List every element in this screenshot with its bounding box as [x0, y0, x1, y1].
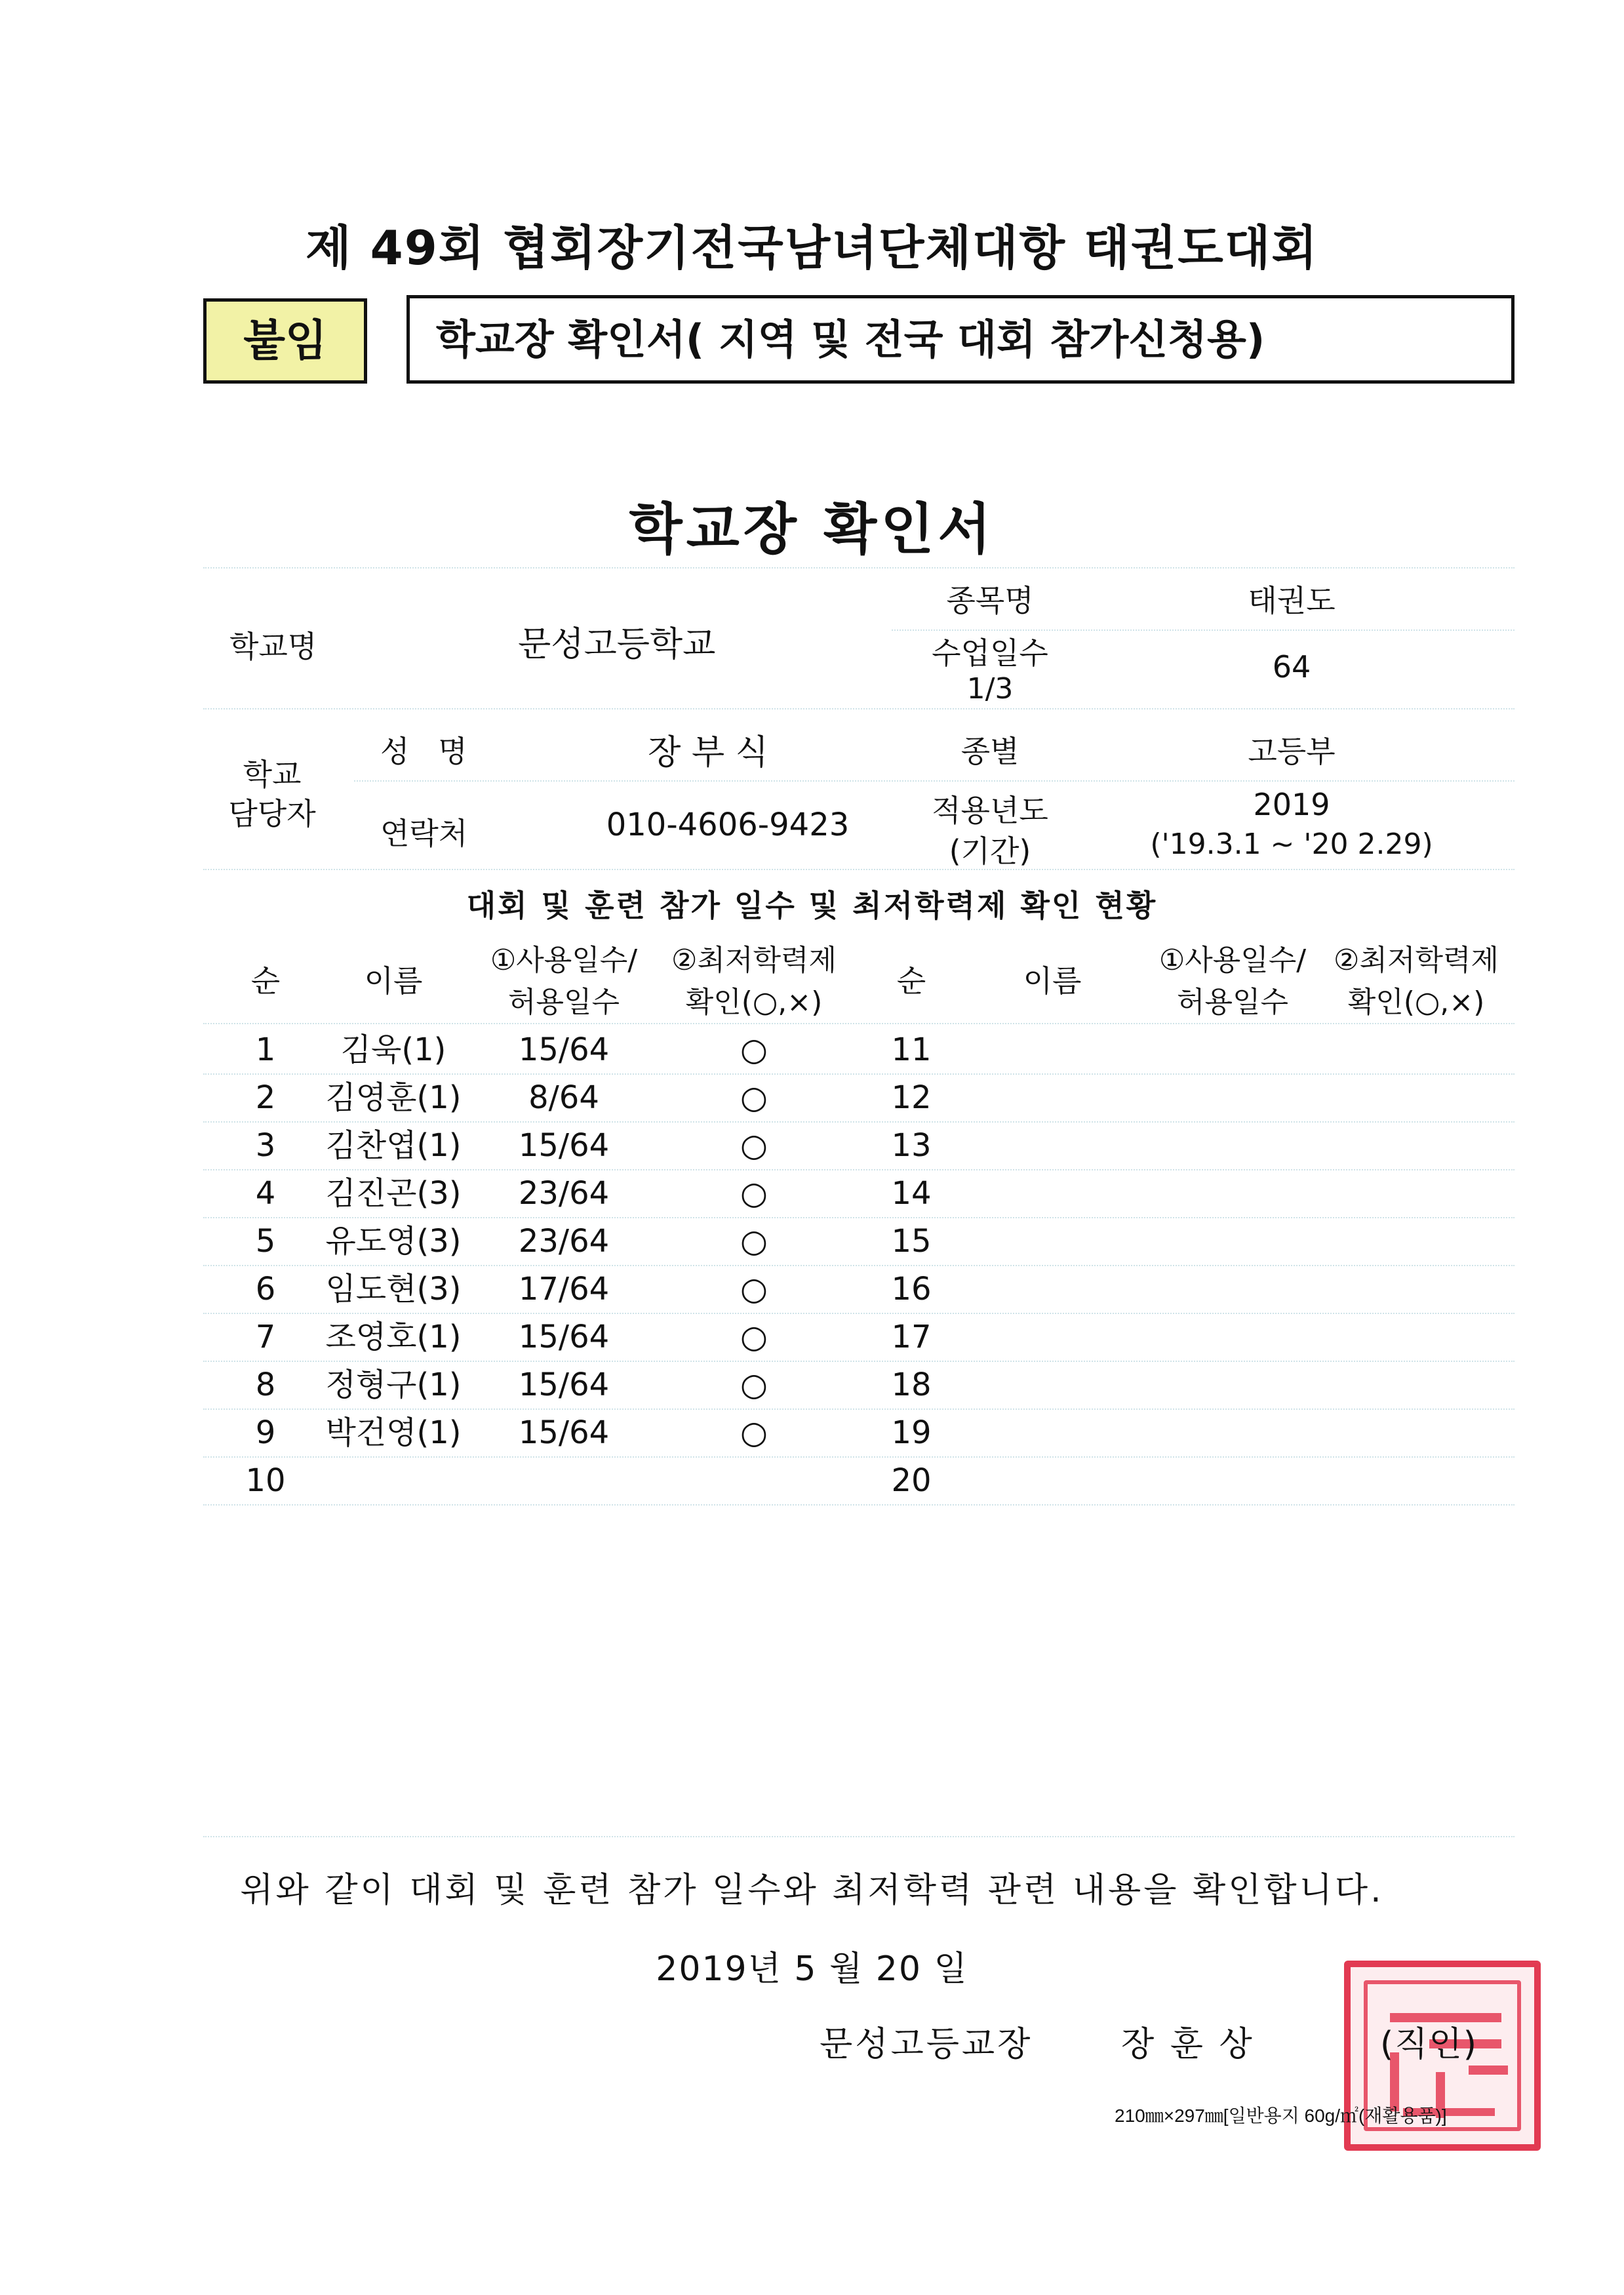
row-no: 2 — [255, 1079, 276, 1116]
row-no: 15 — [891, 1223, 932, 1260]
principal-name: 장 훈 상 — [1121, 2025, 1255, 2064]
school-label: 학교명 — [229, 629, 317, 664]
period-value: ('19.3.1 ~ '20 2.29) — [1150, 828, 1433, 861]
row-check: ○ — [740, 1175, 768, 1212]
class-days-label: 수업일수 — [932, 635, 1048, 671]
year-sub-label: (기간) — [949, 833, 1031, 869]
row-no: 6 — [255, 1271, 276, 1307]
divider — [203, 1456, 1515, 1458]
table-row — [216, 1361, 1528, 1408]
row-no: 14 — [891, 1175, 932, 1212]
row-no: 10 — [245, 1462, 286, 1499]
document-heading: 학교장 확인서 — [629, 497, 995, 561]
name-label: 성 명 — [380, 734, 467, 769]
col-days-header: 허용일수 — [507, 986, 620, 1019]
col-days-header: ①사용일수/ — [490, 944, 638, 977]
event-label: 종목명 — [946, 583, 1034, 618]
row-check: ○ — [740, 1223, 768, 1260]
table-row — [216, 1218, 1528, 1265]
manager-label: 학교 — [243, 757, 302, 792]
table-row — [216, 1170, 1528, 1217]
attachment-badge: 붙임 — [203, 298, 367, 384]
divider — [203, 869, 1515, 870]
manager-label: 담당자 — [228, 796, 316, 831]
row-name: 유도영(3) — [325, 1223, 462, 1260]
table-row — [216, 1074, 1528, 1121]
row-no: 9 — [255, 1414, 276, 1451]
row-check: ○ — [740, 1367, 768, 1403]
row-name: 김찬엽(1) — [325, 1127, 462, 1164]
row-days: 23/64 — [518, 1223, 610, 1260]
class-days-value: 64 — [1272, 649, 1311, 685]
row-days: 17/64 — [518, 1271, 610, 1307]
divider — [203, 708, 1515, 709]
row-no: 13 — [891, 1127, 932, 1164]
row-days: 23/64 — [518, 1175, 610, 1212]
row-name: 김욱(1) — [340, 1031, 446, 1068]
row-name: 김진곤(3) — [325, 1175, 462, 1212]
col-no-header: 순 — [250, 963, 281, 999]
col-days-header: 허용일수 — [1176, 986, 1288, 1019]
row-name: 김영훈(1) — [325, 1079, 462, 1116]
row-name: 임도현(3) — [325, 1271, 462, 1307]
section-title: 대회 및 훈련 참가 일수 및 최저학력제 확인 현황 — [466, 888, 1158, 923]
row-days: 15/64 — [518, 1031, 610, 1068]
table-row — [216, 1457, 1528, 1504]
divider — [354, 780, 1515, 782]
row-check: ○ — [740, 1031, 768, 1068]
row-no: 4 — [255, 1175, 276, 1212]
division-value: 고등부 — [1248, 734, 1336, 769]
row-no: 8 — [255, 1367, 276, 1403]
col-check-header: ②최저학력제 — [1334, 944, 1499, 977]
col-name-header: 이름 — [1023, 963, 1082, 999]
manager-name: 장 부 식 — [648, 733, 768, 772]
row-no: 17 — [891, 1319, 932, 1355]
table-row — [216, 1122, 1528, 1169]
col-no-header: 순 — [896, 963, 926, 999]
row-no: 16 — [891, 1271, 932, 1307]
col-check-header: 확인(○,×) — [685, 986, 823, 1019]
row-days: 15/64 — [518, 1367, 610, 1403]
row-no: 18 — [891, 1367, 932, 1403]
row-no: 1 — [255, 1031, 276, 1068]
seal-mark: (직인) — [1380, 2025, 1478, 2064]
row-check: ○ — [740, 1271, 768, 1307]
issue-date: 2019년 5 월 20 일 — [656, 1949, 968, 1989]
paper-spec-note: 210㎜×297㎜[일반용지 60g/㎡(재활용품)] — [1115, 2105, 1447, 2126]
row-name: 정형구(1) — [325, 1367, 462, 1403]
col-check-header: 확인(○,×) — [1347, 986, 1485, 1019]
table-row — [216, 1409, 1528, 1456]
row-no: 19 — [891, 1414, 932, 1451]
divider — [203, 1408, 1515, 1410]
row-no: 5 — [255, 1223, 276, 1260]
confirmation-statement: 위와 같이 대회 및 훈련 참가 일수와 최저학력 관련 내용을 확인합니다. — [240, 1871, 1384, 1910]
participation-table — [216, 1026, 1528, 1511]
row-check: ○ — [740, 1079, 768, 1116]
contact-label: 연락처 — [380, 816, 468, 851]
col-days-header: ①사용일수/ — [1159, 944, 1307, 977]
row-days: 8/64 — [528, 1079, 599, 1116]
divider — [203, 567, 1515, 569]
row-check: ○ — [740, 1127, 768, 1164]
divider — [203, 1361, 1515, 1362]
divider — [203, 1169, 1515, 1170]
divider — [203, 1313, 1515, 1314]
row-name: 박건영(1) — [325, 1414, 462, 1451]
row-days: 15/64 — [518, 1414, 610, 1451]
event-title: 제 49회 협회장기전국남녀단체대항 태권도대회 — [306, 220, 1318, 275]
school-name: 문성고등학교 — [518, 625, 716, 664]
contact-value: 010-4606-9423 — [606, 807, 850, 843]
col-check-header: ②최저학력제 — [671, 944, 837, 977]
year-label: 적용년도 — [932, 793, 1048, 828]
class-days-fraction: 1/3 — [966, 672, 1014, 706]
row-days: 15/64 — [518, 1319, 610, 1355]
row-check: ○ — [740, 1319, 768, 1355]
row-no: 7 — [255, 1319, 276, 1355]
table-row — [216, 1026, 1528, 1073]
division-label: 종별 — [961, 734, 1020, 769]
row-check: ○ — [740, 1414, 768, 1451]
row-no: 11 — [891, 1031, 932, 1068]
row-no: 20 — [891, 1462, 932, 1499]
divider — [203, 1023, 1515, 1024]
table-row — [216, 1266, 1528, 1313]
row-name: 조영호(1) — [325, 1319, 462, 1355]
year-value: 2019 — [1253, 787, 1330, 822]
divider — [203, 1121, 1515, 1123]
divider — [203, 1073, 1515, 1075]
row-no: 3 — [255, 1127, 276, 1164]
divider — [203, 1504, 1515, 1506]
row-no: 12 — [891, 1079, 932, 1116]
table-row — [216, 1313, 1528, 1361]
col-name-header: 이름 — [364, 963, 423, 999]
divider — [203, 1265, 1515, 1266]
event-value: 태권도 — [1248, 583, 1336, 618]
row-days: 15/64 — [518, 1127, 610, 1164]
principal-title: 문성고등교장 — [820, 2025, 1033, 2064]
divider — [203, 1836, 1515, 1837]
document-subtitle: 학교장 확인서( 지역 및 전국 대회 참가신청용) — [406, 295, 1515, 384]
divider — [203, 1217, 1515, 1218]
